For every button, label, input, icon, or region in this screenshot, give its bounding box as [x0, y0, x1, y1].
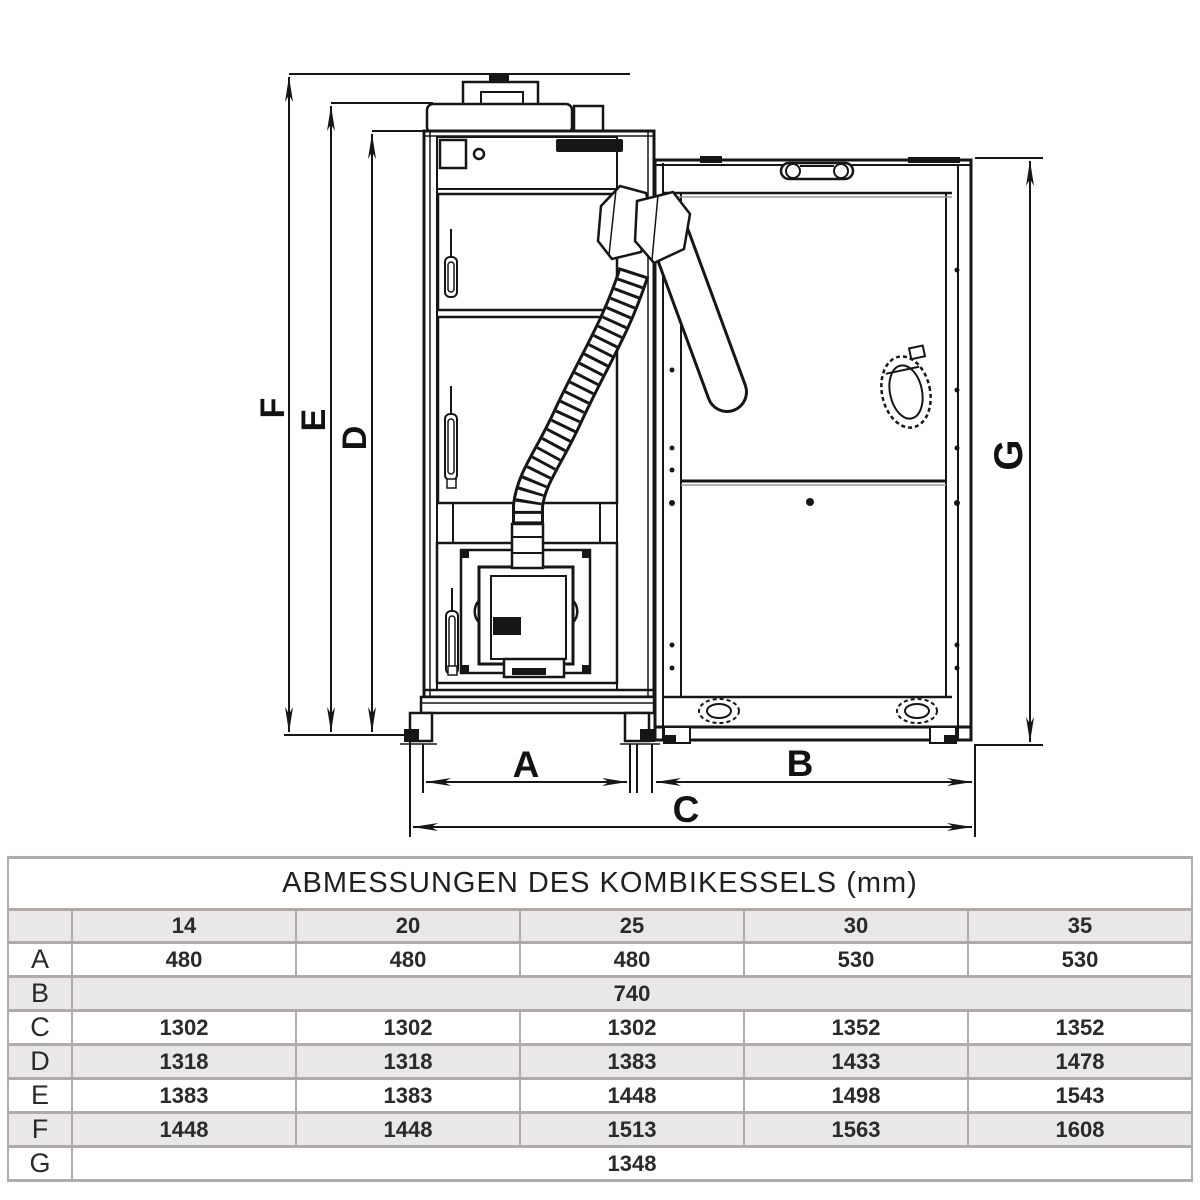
- size-header: 30: [744, 910, 968, 943]
- cell: 1543: [968, 1079, 1192, 1113]
- dim-label-f: F: [254, 397, 292, 419]
- cell: 530: [968, 943, 1192, 977]
- burner-label: [493, 617, 521, 635]
- cell: 1448: [72, 1113, 296, 1147]
- table-row: [8, 1045, 1192, 1079]
- cell: 1318: [72, 1045, 296, 1079]
- dim-label-c: C: [672, 789, 700, 830]
- row-label: C: [8, 1011, 72, 1045]
- upper-door: [438, 194, 617, 310]
- top-right-box: [574, 106, 603, 133]
- hopper-body: [655, 160, 971, 740]
- table-row: [8, 1113, 1192, 1147]
- burner-inlet-connector: [512, 524, 543, 568]
- control-box: [440, 140, 466, 168]
- table-row: [8, 1011, 1192, 1045]
- cell: 1608: [968, 1113, 1192, 1147]
- table-row: [8, 910, 1192, 943]
- table-row: [8, 977, 1192, 1011]
- cell: 1448: [520, 1079, 744, 1113]
- dim-label-a: A: [512, 744, 540, 785]
- size-header: 35: [968, 910, 1192, 943]
- table-title: ABMESSUNGEN DES KOMBIKESSELS (mm): [8, 858, 1192, 910]
- table-row: [8, 943, 1192, 977]
- dim-label-g: G: [987, 439, 1031, 471]
- dim-label-b: B: [786, 743, 814, 784]
- cell: 1498: [744, 1079, 968, 1113]
- cell: 1383: [296, 1079, 520, 1113]
- cell: 1563: [744, 1113, 968, 1147]
- cell: 1352: [744, 1011, 968, 1045]
- size-header: 25: [520, 910, 744, 943]
- cell: 480: [72, 943, 296, 977]
- row-label: D: [8, 1045, 72, 1079]
- pellet-hopper-unit: [655, 156, 971, 743]
- table-row: [8, 858, 1192, 910]
- row-label: B: [8, 977, 72, 1011]
- cell: 480: [296, 943, 520, 977]
- dim-label-e: E: [295, 408, 333, 432]
- dim-label-d: D: [336, 425, 374, 451]
- cell: 1302: [520, 1011, 744, 1045]
- boiler-base: [421, 697, 654, 713]
- cell: 480: [520, 943, 744, 977]
- cell: 740: [72, 977, 1192, 1011]
- front-bolt: [806, 498, 814, 506]
- cell: 1433: [744, 1045, 968, 1079]
- row-label: G: [8, 1147, 72, 1181]
- cell: 1302: [296, 1011, 520, 1045]
- cell: 1448: [296, 1113, 520, 1147]
- row-label: F: [8, 1113, 72, 1147]
- dimensions-table: [7, 856, 1193, 1182]
- cell: 1348: [72, 1147, 1192, 1181]
- row-label: E: [8, 1079, 72, 1113]
- top-plate: [427, 104, 572, 133]
- cell: 1478: [968, 1045, 1192, 1079]
- thermometer-dial: [474, 149, 484, 159]
- cell: 530: [744, 943, 968, 977]
- cell: 1383: [72, 1079, 296, 1113]
- lid-hinge-tab: [908, 157, 960, 163]
- cell: 1302: [72, 1011, 296, 1045]
- size-header: 14: [72, 910, 296, 943]
- pellet-burner: [479, 567, 573, 664]
- cell: 1318: [296, 1045, 520, 1079]
- cell: 1513: [520, 1113, 744, 1147]
- cell: 1383: [520, 1045, 744, 1079]
- table-row: [8, 1147, 1192, 1181]
- corner-cell: [8, 910, 72, 943]
- row-label: A: [8, 943, 72, 977]
- boiler-unit: [400, 75, 660, 744]
- cell: 1352: [968, 1011, 1192, 1045]
- table-row: [8, 1079, 1192, 1113]
- brand-logo-badge: [556, 139, 623, 152]
- size-header: 20: [296, 910, 520, 943]
